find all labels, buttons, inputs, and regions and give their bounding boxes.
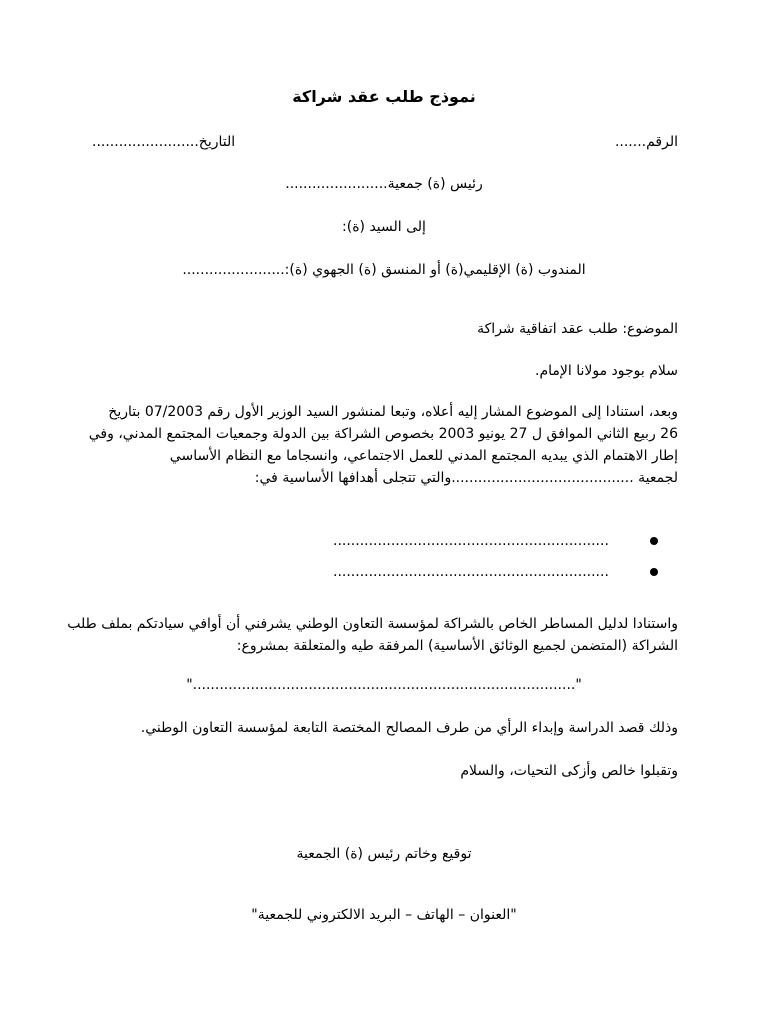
recipient-line: إلى السيد (ة): <box>342 219 426 235</box>
closing-line: وتقبلوا خالص وأزكى التحيات، والسلام <box>460 763 678 779</box>
date-field: التاريخ........................ <box>92 134 236 150</box>
paragraph-request-line: واستنادا لدليل المساطر الخاص بالشراكة لمؤسسة التعاون الوطني يشرفني أن أوافي سيادتكم بملف طلب <box>67 616 678 632</box>
objective-blank-line: .............................................................. <box>333 533 609 549</box>
subject-line: الموضوع: طلب عقد اتفاقية شراكة <box>477 321 678 337</box>
president-line: رئيس (ة) جمعية....................... <box>285 176 483 192</box>
paragraph-intro-line: لجمعية .........................................والتي تتجلى أهدافها الأساسية في: <box>254 470 678 486</box>
greeting-line: سلام بوجود مولانا الإمام. <box>535 363 678 379</box>
paragraph-intro <box>88 401 678 489</box>
objective-blank-line: .............................................................. <box>333 564 609 580</box>
study-line: وذلك قصد الدراسة وإبداء الرأي من طرف المصالح المختصة التابعة لمؤسسة التعاون الوطني. <box>140 720 678 736</box>
bullet-marker <box>650 568 658 576</box>
paragraph-request <box>67 613 678 657</box>
project-name-blank: "......................................................................................" <box>186 677 582 693</box>
delegate-line: المندوب (ة) الإقليمي(ة) أو المنسق (ة) الجهوي (ة):....................... <box>182 262 586 278</box>
paragraph-request-line: الشراكة (المتضمن لجميع الوثائق الأساسية) المرفقة طيه والمتعلقة بمشروع: <box>236 638 678 654</box>
document-title: نموذج طلب عقد شراكة <box>292 87 476 106</box>
paragraph-intro-line: وبعد، استنادا إلى الموضوع المشار إليه أعلاه، وتبعا لمنشور السيد الوزير الأول رقم 07/2003 بتاريخ <box>108 404 678 420</box>
reference-number-field: الرقم....... <box>614 134 678 150</box>
paragraph-intro-line: 26 ربيع الثاني الموافق ل 27 يونيو 2003 بخصوص الشراكة بين الدولة وجمعيات المجتمع المدني، وفي <box>88 426 678 442</box>
signature-line: توقيع وخاتم رئيس (ة) الجمعية <box>296 846 472 862</box>
footer-contact-line: "العنوان – الهاتف – البريد الالكتروني للجمعية" <box>251 907 517 923</box>
bullet-marker <box>650 537 658 545</box>
paragraph-intro-line: إطار الاهتمام الذي يبديه المجتمع المدني للعمل الاجتماعي، وانسجاما مع النظام الأساسي <box>169 448 678 464</box>
